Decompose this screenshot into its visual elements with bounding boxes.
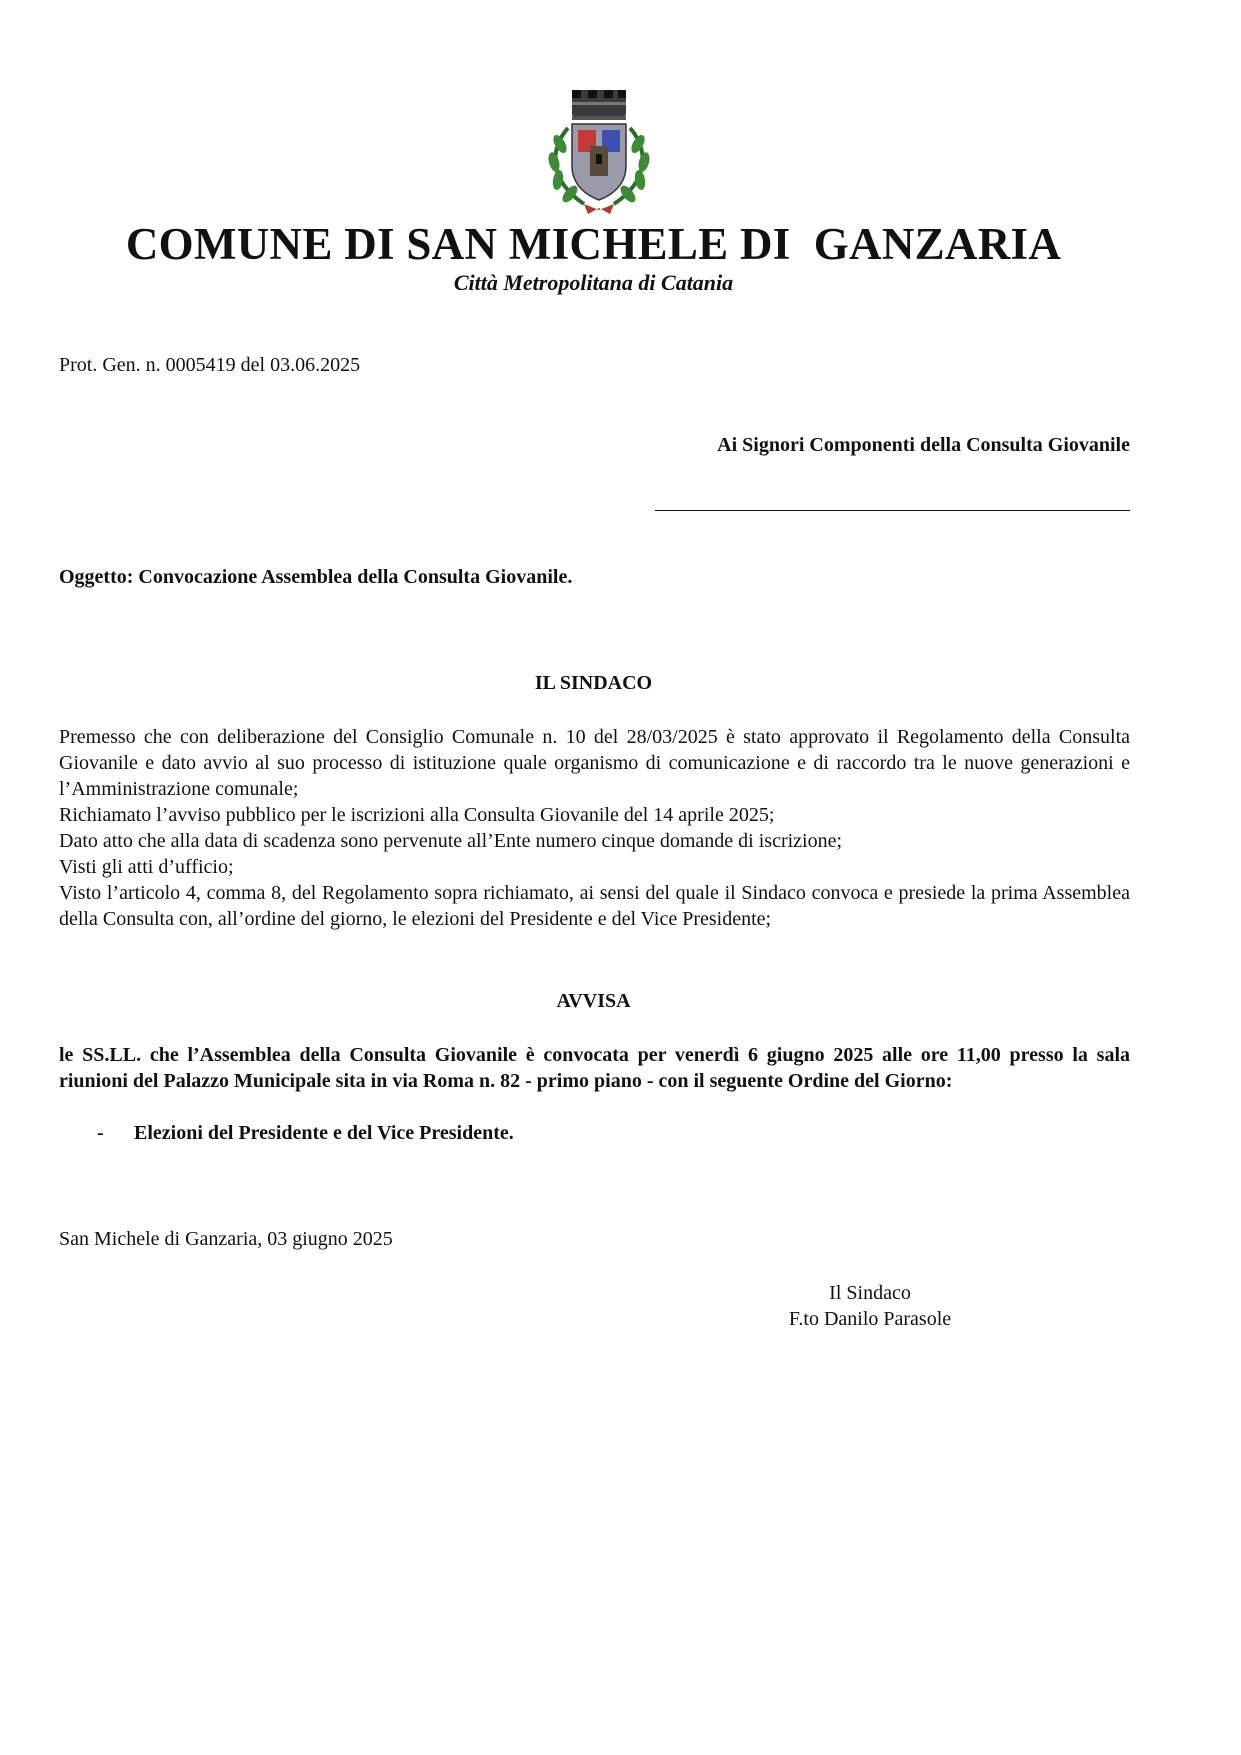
preamble-text [59,724,1130,932]
signature-block [720,1280,1020,1332]
convocation-notice: le SS.LL. che l’Assemblea della Consulta Giovanile è convocata per venerdì 6 giugno 2025 alle ore 11,00 presso la sala riunioni del Palazzo Municipale sita in via Roma n. 82 - primo piano - con il seguente Ordine del Giorno: [59,1044,1130,1092]
preamble-paragraph: Dato atto che alla data di scadenza sono pervenute all’Ente numero cinque domande di iscrizione; [59,830,843,852]
subject-line: Oggetto: Convocazione Assemblea della Consulta Giovanile. [59,566,573,588]
preamble-paragraph: Premesso che con deliberazione del Consiglio Comunale n. 10 del 28/03/2025 è stato approvato il Regolamento della Consulta Giovanile e dato avvio al suo processo di istituzione quale organismo di comunicazione e di raccordo tra le nuove generazioni e l’Amministrazione comunale; [59,726,1130,800]
agenda-item [97,1122,514,1145]
preamble-paragraph: Richiamato l’avviso pubblico per le iscrizioni alla Consulta Giovanile del 14 aprile 2025; [59,804,775,826]
protocol-number: Prot. Gen. n. 0005419 del 03.06.2025 [59,354,361,376]
municipal-crest-icon [538,88,660,218]
section-heading-avvisa: AVVISA [556,990,631,1012]
preamble-paragraph: Visti gli atti d’ufficio; [59,856,234,878]
signature-name: F.to Danilo Parasole [788,1308,952,1330]
preamble-paragraph: Visto l’articolo 4, comma 8, del Regolamento sopra richiamato, ai sensi del quale il Sindaco convoca e presiede la prima Assemblea della Consulta con, all’ordine del giorno, le elezioni del Presidente e del Vice Presidente; [59,882,1130,930]
municipality-subtitle: Città Metropolitana di Catania [453,270,734,295]
signature-role: Il Sindaco [829,1282,911,1304]
agenda-item-text: Elezioni del Presidente e del Vice Presidente. [134,1122,514,1144]
recipient-underline [655,510,1130,511]
section-heading-sindaco: IL SINDACO [534,672,653,694]
place-and-date: San Michele di Ganzaria, 03 giugno 2025 [59,1228,393,1250]
recipient-line: Ai Signori Componenti della Consulta Giovanile [717,434,1130,456]
municipality-title: COMUNE DI SAN MICHELE DI GANZARIA [125,219,1062,269]
agenda-bullet: - [97,1122,104,1144]
